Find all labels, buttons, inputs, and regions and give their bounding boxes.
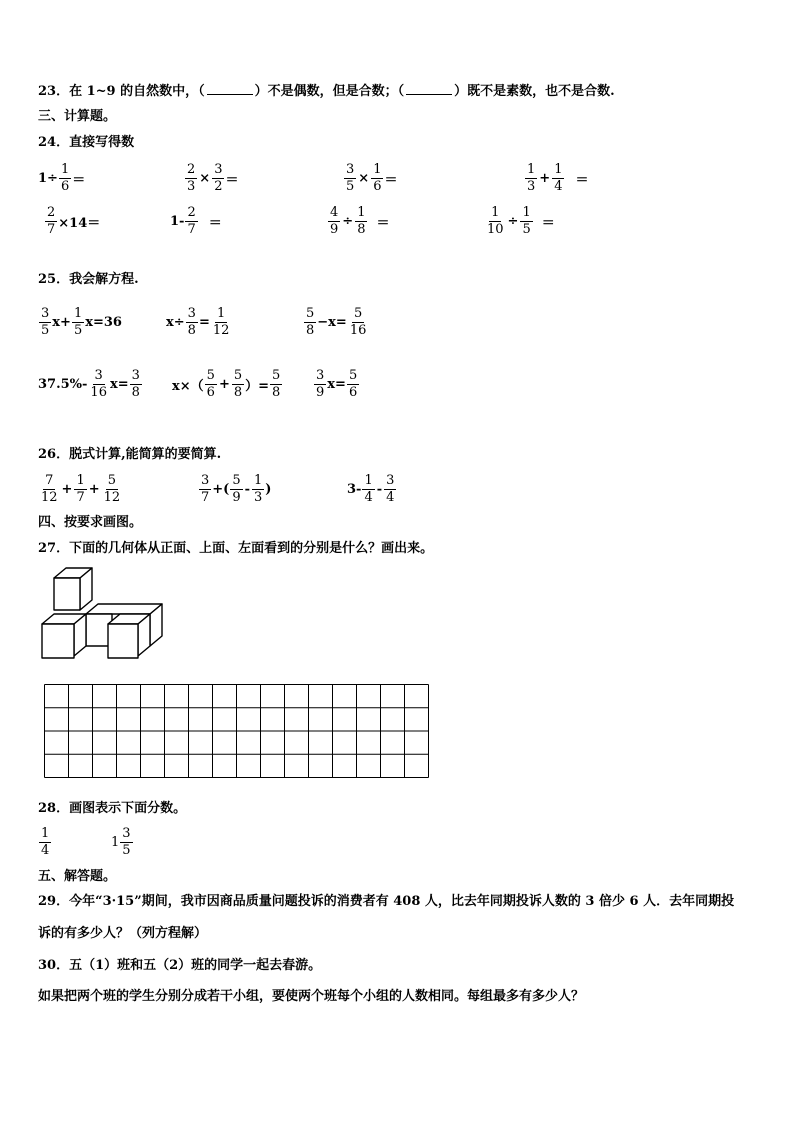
drawing-grid[interactable] (44, 684, 429, 778)
question-24-title: 24．直接写得数 (38, 135, 135, 150)
q25-equation-1: $\frac{3}{5}$ x+ $\frac{1}{5}$ x=36 (41, 306, 122, 338)
question-29-line-1: 29．今年“3·15”期间，我市因商品质量问题投诉的消费者有 408 人，比去年同期投诉人数的 3 倍少 6 人．去年同期投 (38, 894, 735, 909)
question-25-title: 25．我会解方程. (38, 272, 139, 287)
section-5-heading: 五、解答题。 (38, 869, 117, 884)
section-3-heading: 三、计算题。 (38, 109, 117, 124)
q24-r1-c: $\frac{3}{5}$ × $\frac{1}{6}$ ＝ (346, 162, 398, 194)
q28-fraction-2: 1 $\frac{3}{5}$ (111, 826, 131, 858)
q24-r2-c: $\frac{4}{9}$ ÷ $\frac{1}{8}$ ＝ (330, 205, 390, 237)
question-28-title: 28．画图表示下面分数。 (38, 801, 187, 816)
answer-blank-2[interactable] (406, 82, 452, 95)
q24-r1-a: 1÷ $\frac{1}{6}$ ＝ (38, 162, 86, 194)
q24-r2-b: 1- $\frac{2}{7}$ ＝ (170, 205, 222, 237)
q24-r1-b: $\frac{2}{3}$ × $\frac{3}{2}$ ＝ (187, 162, 239, 194)
question-30-line-1: 30．五（1）班和五（2）班的同学一起去春游。 (38, 958, 322, 973)
section-4-heading: 四、按要求画图。 (38, 515, 143, 530)
q24-r1-d: $\frac{1}{3}$ + $\frac{1}{4}$ ＝ (527, 162, 589, 194)
question-30-line-2: 如果把两个班的学生分别分成若干小组，要使两个班每个小组的人数相同。每组最多有多少人？ (38, 989, 585, 1004)
q24-r2-d: $\frac{1}{10}$ ÷ $\frac{1}{5}$ ＝ (487, 205, 555, 237)
q26-expression-1: $\frac{7}{12}$ + $\frac{1}{7}$ + $\frac{5}{12}$ (41, 473, 121, 505)
q25-equation-6: $\frac{3}{9}$ x= $\frac{5}{6}$ (316, 368, 358, 400)
q25-equation-5: x×（ $\frac{5}{6}$ + $\frac{5}{8}$ ）= $\frac{5}{8}$ (172, 368, 281, 400)
question-29-line-2: 诉的有多少人？（列方程解） (38, 926, 208, 941)
q24-r2-a: $\frac{2}{7}$ ×14＝ (47, 205, 101, 237)
q26-expression-2: $\frac{3}{7}$ +( $\frac{5}{9}$ - $\frac{1}{3}$ ) (201, 473, 272, 505)
question-27-title: 27．下面的几何体从正面、上面、左面看到的分别是什么？画出来。 (38, 541, 434, 556)
q25-equation-4: 37.5%- $\frac{3}{16}$ x= $\frac{3}{8}$ (38, 368, 140, 400)
q26-expression-3: 3- $\frac{1}{4}$ - $\frac{3}{4}$ (347, 473, 395, 505)
question-23: 23．在 1~9 的自然数中，（ ）不是偶数，但是合数；（ ）既不是素数，也不是合数. (38, 84, 615, 99)
q25-equation-3: $\frac{5}{8}$ −x= $\frac{5}{16}$ (306, 306, 367, 338)
cube-figure (38, 566, 168, 662)
grid-lines (44, 684, 429, 778)
question-26-title: 26．脱式计算,能简算的要简算. (38, 447, 222, 462)
q28-fraction-1: $\frac{1}{4}$ (41, 826, 50, 858)
q25-equation-2: x÷ $\frac{3}{8}$ = $\frac{1}{12}$ (166, 306, 230, 338)
answer-blank-1[interactable] (207, 82, 253, 95)
